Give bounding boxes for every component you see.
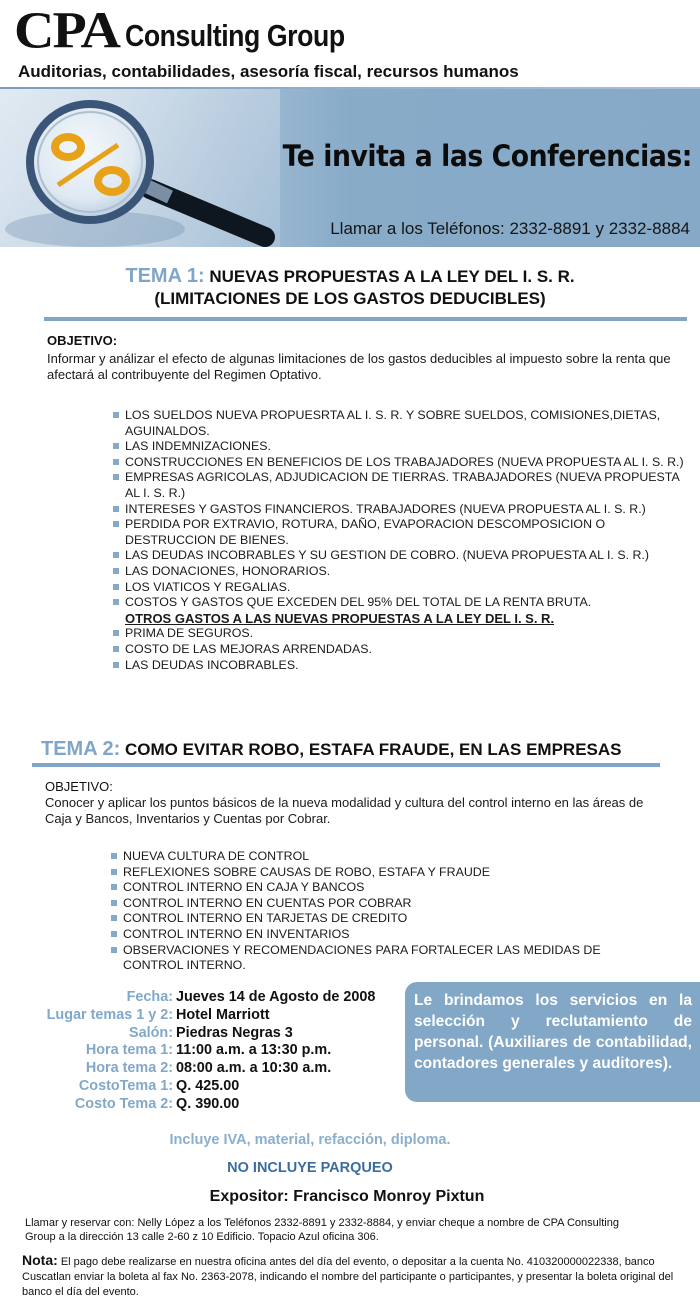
tema2-objective-label: OBJETIVO: [45,779,113,794]
bullet-icon [111,931,117,937]
tema2-list [111,849,611,974]
tema1-title: NUEVAS PROPUESTAS A LA LEY DEL I. S. R. [204,267,575,286]
list-item: CONTROL INTERNO EN CAJA Y BANCOS [111,880,611,896]
note-text: El pago debe realizarse en nuestra oficina antes del día del evento, o depositar a la cuenta No. 410320000022338, banco Cuscatlan enviar la boleta al fax No. 2363-2078, indicando el nombre del participante o participantes, y presentar la boleta original del banco el día del evento. [22,1256,674,1298]
detail-row: Salón: Piedras Negras 3 [129,1024,293,1041]
tema1-heading [0,265,700,310]
bullet-icon [113,474,119,480]
bullet-icon [111,884,117,890]
detail-row: Fecha: Jueves 14 de Agosto de 2008 [126,989,376,1005]
list-item: CONTROL INTERNO EN CUENTAS POR COBRAR [111,896,611,912]
banner [0,89,700,247]
tema2-objective-text: Conocer y aplicar los puntos básicos de la nueva modalidad y cultura del control interno en las áreas de Caja y Bancos, Inventarios y Cuentas por Cobrar. [45,795,644,826]
tagline: Auditorias, contabilidades, asesoría fiscal, recursos humanos [18,62,519,81]
list-item: REFLEXIONES SOBRE CAUSAS DE ROBO, ESTAFA Y FRAUDE [111,865,611,881]
bullet-icon [111,947,117,953]
services-box: Le brindamos los servicios en la selección y reclutamiento de personal. (Auxiliares de contabilidad, contadores generales y auditores). [405,982,700,1102]
detail-row: Costo Tema 2: Q. 390.00 [74,1095,240,1112]
bullet-icon [113,521,119,527]
bullet-icon [111,853,117,859]
bullet-icon [113,568,119,574]
list-item: LOS VIATICOS Y REGALIAS. [113,580,693,596]
brand-logo [14,2,380,60]
bullet-icon [111,869,117,875]
includes-text: Incluye IVA, material, refacción, diploma. [169,1132,451,1148]
event-details [0,989,420,1114]
detail-row: Lugar temas 1 y 2: Hotel Marriott [46,1006,270,1023]
reservation-info: Llamar y reservar con: Nelly López a los Teléfonos 2332-8891 y 2332-8884, y enviar cheque a nombre de CPA Consulting Group a la dirección 13 calle 2-60 z 10 Edificio. Topacio Azul oficina 306. [25,1217,619,1243]
note-label: Nota: [22,1252,58,1268]
banner-title: Te invita a las Conferencias: [282,139,692,173]
list-item: NUEVA CULTURA DE CONTROL [111,849,611,865]
list-item: COSTO DE LAS MEJORAS ARRENDADAS. [113,642,693,658]
brand-cpa: CPA [14,2,119,60]
tema2-rule [32,763,660,767]
list-item: LOS SUELDOS NUEVA PROPUESRTA AL I. S. R. Y SOBRE SUELDOS, COMISIONES,DIETAS, AGUINALDOS. [113,408,693,439]
list-item: PRIMA DE SEGUROS. [113,626,693,642]
list-item: LAS DEUDAS INCOBRABLES Y SU GESTION DE COBRO. (NUEVA PROPUESTA AL I. S. R.) [113,548,693,564]
bullet-icon [111,915,117,921]
list-item: PERDIDA POR EXTRAVIO, ROTURA, DAÑO, EVAPORACION DESCOMPOSICION O DESTRUCCION DE BIENES. [113,517,693,548]
tema1-rule [44,317,687,321]
bullet-icon [113,584,119,590]
bullet-icon [111,900,117,906]
bullet-icon [113,662,119,668]
detail-row: CostoTema 1: Q. 425.00 [78,1077,240,1094]
tema1-list [113,408,693,673]
expositor: Expositor: Francisco Monroy Pixtun [209,1188,485,1205]
tema2-heading [41,738,621,761]
list-item: OBSERVACIONES Y RECOMENDACIONES PARA FORTALECER LAS MEDIDAS DE CONTROL INTERNO. [111,943,611,974]
tema1-subtitle: (LIMITACIONES DE LOS GASTOS DEDUCIBLES) [154,289,546,308]
list-item: LAS DEUDAS INCOBRABLES. [113,658,693,674]
tema1-label: TEMA 1: [125,265,205,287]
bullet-icon [113,552,119,558]
tema2-title: COMO EVITAR ROBO, ESTAFA FRAUDE, EN LAS EMPRESAS [120,740,622,759]
bullet-icon [113,412,119,418]
magnifying-glass-icon [0,89,280,247]
list-item: CONTROL INTERNO EN INVENTARIOS [111,927,611,943]
detail-row: Hora tema 1: 11:00 a.m. a 13:30 p.m. [85,1042,332,1059]
bullet-icon [113,506,119,512]
bullet-icon [113,630,119,636]
no-parking-text: NO INCLUYE PARQUEO [227,1160,393,1176]
list-item: COSTOS Y GASTOS QUE EXCEDEN DEL 95% DEL TOTAL DE LA RENTA BRUTA. [113,595,693,611]
tema1-objective-label: OBJETIVO: [47,333,118,348]
list-item: INTERESES Y GASTOS FINANCIEROS. TRABAJADORES (NUEVA PROPUESTA AL I. S. R.) [113,502,693,518]
tema1-objective-text: Informar y análizar el efecto de algunas limitaciones de los gastos deducibles al impuesto sobre la renta que afectará al contribuyente del Regimen Optativo. [47,351,671,382]
list-item: CONSTRUCCIONES EN BENEFICIOS DE LOS TRABAJADORES (NUEVA PROPUESTA AL I. S. R.) [113,455,693,471]
payment-note [22,1253,692,1300]
bullet-icon [113,459,119,465]
bullet-icon [113,646,119,652]
bullet-icon [113,599,119,605]
list-item: LAS DONACIONES, HONORARIOS. [113,564,693,580]
banner-phones: Llamar a los Teléfonos: 2332-8891 y 2332-8884 [330,219,690,238]
tema2-label: TEMA 2: [41,738,121,760]
list-item: EMPRESAS AGRICOLAS, ADJUDICACION DE TIERRAS. TRABAJADORES (NUEVA PROPUESTA AL I. S. R.) [113,470,693,501]
brand-name: Consulting Group [124,18,345,53]
bullet-icon [113,443,119,449]
list-item: LAS INDEMNIZACIONES. [113,439,693,455]
list-subheading: OTROS GASTOS A LAS NUEVAS PROPUESTAS A LA LEY DEL I. S. R. [125,610,555,626]
detail-row: Hora tema 2: 08:00 a.m. a 10:30 a.m. [85,1060,332,1077]
list-item: CONTROL INTERNO EN TARJETAS DE CREDITO [111,911,611,927]
